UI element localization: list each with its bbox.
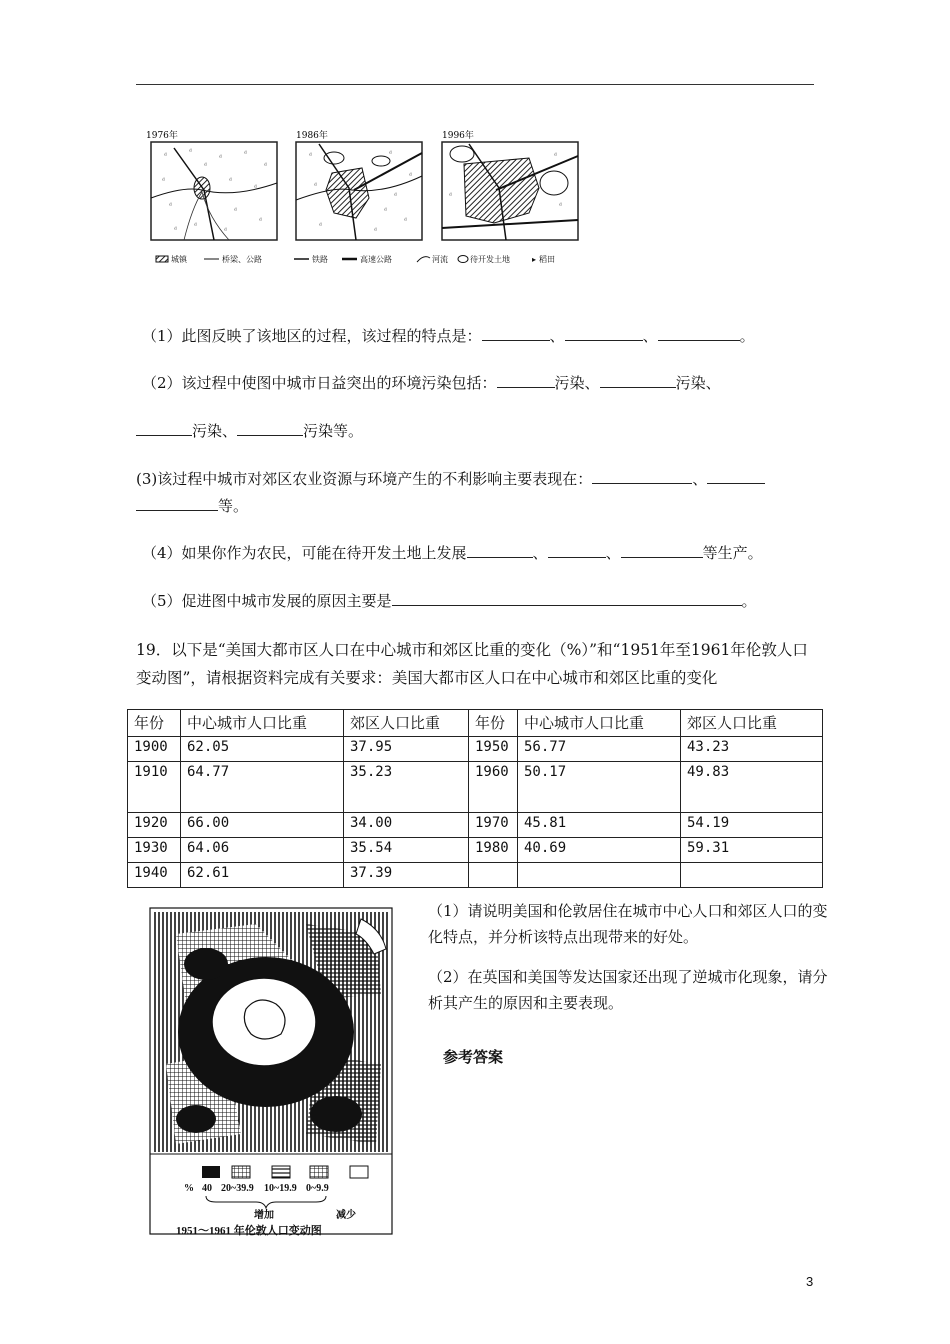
q19-subquestions xyxy=(428,898,828,1016)
svg-text:ᵈ: ᵈ xyxy=(384,207,387,215)
answer-blank[interactable] xyxy=(392,591,742,606)
svg-text:%: % xyxy=(184,1183,194,1194)
answer-blank[interactable] xyxy=(658,326,740,341)
table-row: 1910 64.77 35.23 1960 50.17 49.83 xyxy=(128,762,823,813)
svg-text:ᵈ: ᵈ xyxy=(309,152,312,160)
svg-text:增加: 增加 xyxy=(254,1210,274,1221)
svg-text:ᵈ: ᵈ xyxy=(224,227,227,235)
q18-part3: (3)该过程中城市对郊区农业资源与环境产生的不利影响主要表现在： 、 xyxy=(136,469,765,489)
table-header-row: 年份 中心城市人口比重 郊区人口比重 年份 中心城市人口比重 郊区人口比重 xyxy=(128,710,823,737)
table-row: 1940 62.61 37.39 xyxy=(128,863,823,888)
q18-part2: （2）该过程中使图中城市日益突出的环境污染包括： 污染、 污染、 xyxy=(142,374,721,392)
map-year-1986: 1986年 xyxy=(296,131,328,141)
svg-text:ᵈ: ᵈ xyxy=(314,182,317,190)
svg-text:20~39.9: 20~39.9 xyxy=(221,1183,254,1194)
svg-text:10~19.9: 10~19.9 xyxy=(264,1183,297,1194)
svg-text:ᵈ: ᵈ xyxy=(394,192,397,200)
svg-text:ᵈ: ᵈ xyxy=(219,154,222,162)
svg-text:ᵈ: ᵈ xyxy=(319,222,322,230)
svg-text:ᵈ: ᵈ xyxy=(229,177,232,185)
map-year-1976: 1976年 xyxy=(146,131,178,141)
map-year-1996: 1996年 xyxy=(442,131,474,141)
svg-text:桥梁、公路: 桥梁、公路 xyxy=(222,255,262,264)
page-number: 3 xyxy=(806,1274,814,1289)
map-1986 xyxy=(296,129,422,240)
urbanization-maps-figure xyxy=(134,128,580,270)
svg-text:稻田: 稻田 xyxy=(539,255,555,264)
svg-text:ᵈ: ᵈ xyxy=(234,207,237,215)
table-row: 1920 66.00 34.00 1970 45.81 54.19 xyxy=(128,813,823,838)
svg-text:ᵈ: ᵈ xyxy=(554,152,557,160)
q18-part2-cont: 污染、 污染等。 xyxy=(136,421,363,441)
q18-part4: （4）如果你作为农民，可能在待开发土地上发展 、 、 等生产。 xyxy=(142,544,763,562)
london-population-map xyxy=(146,904,396,1238)
answer-blank[interactable] xyxy=(600,373,676,388)
svg-text:高速公路: 高速公路 xyxy=(360,255,392,264)
svg-text:0~9.9: 0~9.9 xyxy=(306,1183,329,1194)
answer-blank[interactable] xyxy=(467,543,533,558)
header-rule xyxy=(136,84,814,85)
answer-blank[interactable] xyxy=(136,421,192,436)
svg-text:ᵈ: ᵈ xyxy=(204,162,207,170)
svg-text:ᵈ: ᵈ xyxy=(162,177,165,185)
svg-text:减少: 减少 xyxy=(336,1210,356,1221)
svg-text:ᵈ: ᵈ xyxy=(264,162,267,170)
svg-text:ᵈ: ᵈ xyxy=(559,202,562,210)
answer-blank[interactable] xyxy=(565,326,643,341)
svg-text:城镇: 城镇 xyxy=(171,255,187,264)
answer-blank[interactable] xyxy=(237,421,303,436)
map-legend xyxy=(156,254,555,264)
svg-text:ᵈ: ᵈ xyxy=(164,152,167,160)
answer-blank[interactable] xyxy=(482,326,550,341)
svg-text:河流: 河流 xyxy=(432,255,448,264)
answer-blank[interactable] xyxy=(592,469,692,484)
svg-text:ᵈ: ᵈ xyxy=(244,150,247,158)
q18-part5: （5）促进图中城市发展的原因主要是 。 xyxy=(142,592,757,610)
answer-blank[interactable] xyxy=(707,469,765,484)
q19-sub1: （1）请说明美国和伦敦居住在城市中心人口和郊区人口的变化特点，并分析该特点出现带来的好处。 xyxy=(428,902,828,946)
svg-text:ᵈ: ᵈ xyxy=(194,222,197,230)
svg-text:铁路: 铁路 xyxy=(312,255,328,264)
svg-text:ᵈ: ᵈ xyxy=(174,226,177,234)
q19-intro: 19．以下是“美国大都市区人口在中心城市和郊区比重的变化（%）”和“1951年至1961年伦敦人口变动图”，请根据资料完成有关要求：美国大都市区人口在中心城市和郊区比重的变化 xyxy=(136,641,808,687)
svg-text:1951～1961 年伦敦人口变动图: 1951～1961 年伦敦人口变动图 xyxy=(176,1225,322,1237)
svg-text:ᵈ: ᵈ xyxy=(404,217,407,225)
answer-heading: 参考答案 xyxy=(443,1048,504,1066)
svg-text:ᵈ: ᵈ xyxy=(409,172,412,180)
answer-blank[interactable] xyxy=(621,543,703,558)
q18-part3-cont: 等。 xyxy=(136,496,248,516)
population-share-table xyxy=(127,709,823,888)
svg-text:ᵈ: ᵈ xyxy=(259,217,262,225)
table-row: 1900 62.05 37.95 1950 56.77 43.23 xyxy=(128,737,823,762)
answer-blank[interactable] xyxy=(136,496,218,511)
q18-part1: （1）此图反映了该地区的过程，该过程的特点是： 、 、 。 xyxy=(142,327,755,345)
answer-blank[interactable] xyxy=(497,373,555,388)
svg-text:ᵈ: ᵈ xyxy=(449,192,452,200)
svg-text:待开发土地: 待开发土地 xyxy=(470,255,510,264)
q19-sub2: （2）在英国和美国等发达国家还出现了逆城市化现象，请分析其产生的原因和主要表现。 xyxy=(428,968,828,1012)
svg-text:ᵈ: ᵈ xyxy=(169,202,172,210)
svg-text:40: 40 xyxy=(202,1183,212,1194)
svg-text:ᵈ: ᵈ xyxy=(389,150,392,158)
svg-text:ᵈ: ᵈ xyxy=(374,227,377,235)
svg-text:▸: ▸ xyxy=(532,255,537,264)
table-row: 1930 64.06 35.54 1980 40.69 59.31 xyxy=(128,838,823,863)
svg-text:ᵈ: ᵈ xyxy=(189,148,192,156)
svg-text:ᵈ: ᵈ xyxy=(254,184,257,192)
map-1996 xyxy=(442,129,578,240)
map-1976 xyxy=(146,129,277,240)
answer-blank[interactable] xyxy=(548,543,606,558)
